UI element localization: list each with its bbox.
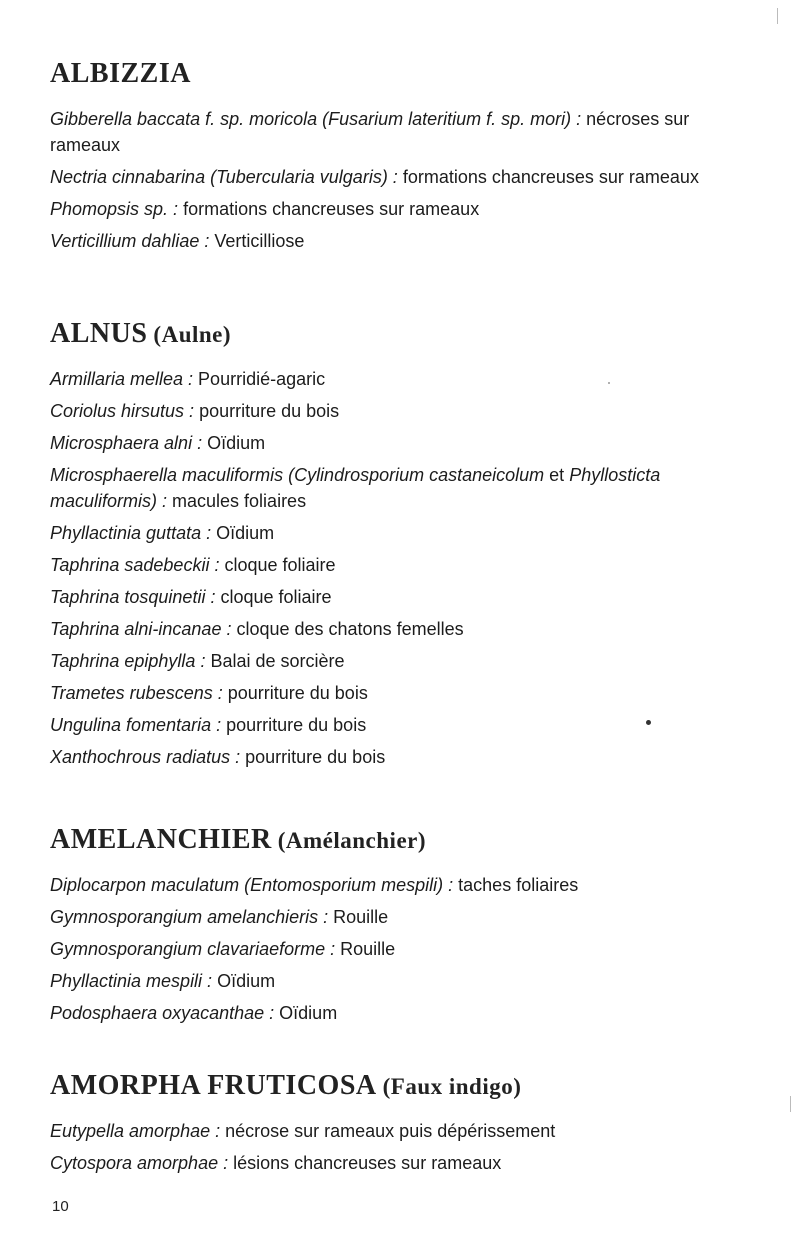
list-item bbox=[50, 164, 750, 190]
species-name: Xanthochrous radiatus : bbox=[50, 747, 241, 767]
genus-name: AMORPHA FRUTICOSA bbox=[50, 1070, 377, 1101]
section-amorpha-fruticosa bbox=[50, 1072, 750, 1182]
section-heading bbox=[50, 1072, 750, 1100]
species-name: Cytospora amorphae : bbox=[50, 1153, 229, 1173]
description: Oïdium bbox=[212, 971, 276, 991]
description: Balai de sorcière bbox=[205, 651, 345, 671]
description: Oïdium bbox=[211, 523, 275, 543]
list-item bbox=[50, 520, 750, 546]
species-name: Podosphaera oxyacanthae : bbox=[50, 1003, 275, 1023]
description: et bbox=[544, 465, 570, 485]
entry-list bbox=[50, 366, 750, 770]
section-albizzia bbox=[50, 60, 750, 260]
genus-name: ALNUS bbox=[50, 318, 148, 349]
species-name: Eutypella amorphae : bbox=[50, 1121, 221, 1141]
list-item bbox=[50, 1150, 750, 1176]
list-item bbox=[50, 1118, 750, 1144]
genus-name: AMELANCHIER bbox=[50, 824, 272, 855]
description: taches foliaires bbox=[453, 875, 579, 895]
species-name: Phyllactinia mespili : bbox=[50, 971, 213, 991]
species-name: Phyllosticta maculiformis) : bbox=[50, 465, 661, 511]
section-amelanchier bbox=[50, 826, 750, 1032]
list-item bbox=[50, 584, 750, 610]
scan-mark bbox=[777, 8, 778, 24]
common-name: (Aulne) bbox=[153, 322, 232, 347]
list-item bbox=[50, 398, 750, 424]
description: macules foliaires bbox=[167, 491, 307, 511]
species-name: Gibberella baccata f. sp. moricola (Fusarium lateritium f. sp. mori) : bbox=[50, 109, 582, 129]
description: pourriture du bois bbox=[221, 715, 367, 735]
description: nécroses sur rameaux bbox=[50, 109, 690, 155]
scan-mark bbox=[790, 1096, 791, 1112]
description: pourriture du bois bbox=[194, 401, 340, 421]
list-item bbox=[50, 968, 750, 994]
list-item bbox=[50, 228, 750, 254]
species-name: Phyllactinia guttata : bbox=[50, 523, 212, 543]
entry-list bbox=[50, 872, 750, 1026]
description: Rouille bbox=[328, 907, 389, 927]
list-item bbox=[50, 1000, 750, 1026]
description: pourriture du bois bbox=[222, 683, 368, 703]
scan-speck bbox=[608, 382, 610, 384]
species-name: Gymnosporangium amelanchieris : bbox=[50, 907, 329, 927]
section-heading bbox=[50, 320, 750, 348]
list-item bbox=[50, 712, 750, 738]
description: Pourridié-agaric bbox=[193, 369, 326, 389]
species-name: Taphrina sadebeckii : bbox=[50, 555, 220, 575]
species-name: Microsphaera alni : bbox=[50, 433, 203, 453]
list-item bbox=[50, 904, 750, 930]
species-name: Microsphaerella maculiformis (Cylindrosporium castaneicolum bbox=[50, 465, 545, 485]
description: lésions chancreuses sur rameaux bbox=[228, 1153, 502, 1173]
species-name: Gymnosporangium clavariaeforme : bbox=[50, 939, 336, 959]
common-name: (Amélanchier) bbox=[277, 828, 427, 853]
common-name: (Faux indigo) bbox=[382, 1074, 522, 1099]
page-number: 10 bbox=[52, 1198, 69, 1215]
species-name: Armillaria mellea : bbox=[50, 369, 194, 389]
section-heading bbox=[50, 826, 750, 854]
species-name: Taphrina alni-incanae : bbox=[50, 619, 232, 639]
description: Oïdium bbox=[274, 1003, 338, 1023]
species-name: Verticillium dahliae : bbox=[50, 231, 210, 251]
description: nécrose sur rameaux puis dépérissement bbox=[220, 1121, 556, 1141]
list-item bbox=[50, 196, 750, 222]
description: Rouille bbox=[335, 939, 396, 959]
list-item bbox=[50, 680, 750, 706]
species-name: Taphrina tosquinetii : bbox=[50, 587, 216, 607]
description: Verticilliose bbox=[209, 231, 305, 251]
species-name: Nectria cinnabarina (Tubercularia vulgaris) : bbox=[50, 167, 398, 187]
genus-name: ALBIZZIA bbox=[50, 58, 191, 89]
list-item bbox=[50, 430, 750, 456]
section-heading bbox=[50, 60, 750, 88]
description: cloque foliaire bbox=[215, 587, 332, 607]
species-name: Diplocarpon maculatum (Entomosporium mespili) : bbox=[50, 875, 454, 895]
description: Oïdium bbox=[202, 433, 266, 453]
scan-speck bbox=[646, 720, 651, 725]
list-item bbox=[50, 462, 750, 514]
species-name: Taphrina epiphylla : bbox=[50, 651, 206, 671]
entry-list bbox=[50, 1118, 750, 1176]
list-item bbox=[50, 552, 750, 578]
species-name: Coriolus hirsutus : bbox=[50, 401, 195, 421]
description: pourriture du bois bbox=[240, 747, 386, 767]
species-name: Phomopsis sp. : bbox=[50, 199, 179, 219]
description: cloque des chatons femelles bbox=[231, 619, 464, 639]
list-item bbox=[50, 366, 750, 392]
list-item bbox=[50, 106, 750, 158]
species-name: Trametes rubescens : bbox=[50, 683, 223, 703]
list-item bbox=[50, 872, 750, 898]
list-item bbox=[50, 936, 750, 962]
entry-list bbox=[50, 106, 750, 254]
list-item bbox=[50, 616, 750, 642]
description: formations chancreuses sur rameaux bbox=[178, 199, 480, 219]
description: formations chancreuses sur rameaux bbox=[397, 167, 699, 187]
species-name: Ungulina fomentaria : bbox=[50, 715, 222, 735]
list-item bbox=[50, 648, 750, 674]
description: cloque foliaire bbox=[219, 555, 336, 575]
section-alnus bbox=[50, 320, 750, 776]
list-item bbox=[50, 744, 750, 770]
